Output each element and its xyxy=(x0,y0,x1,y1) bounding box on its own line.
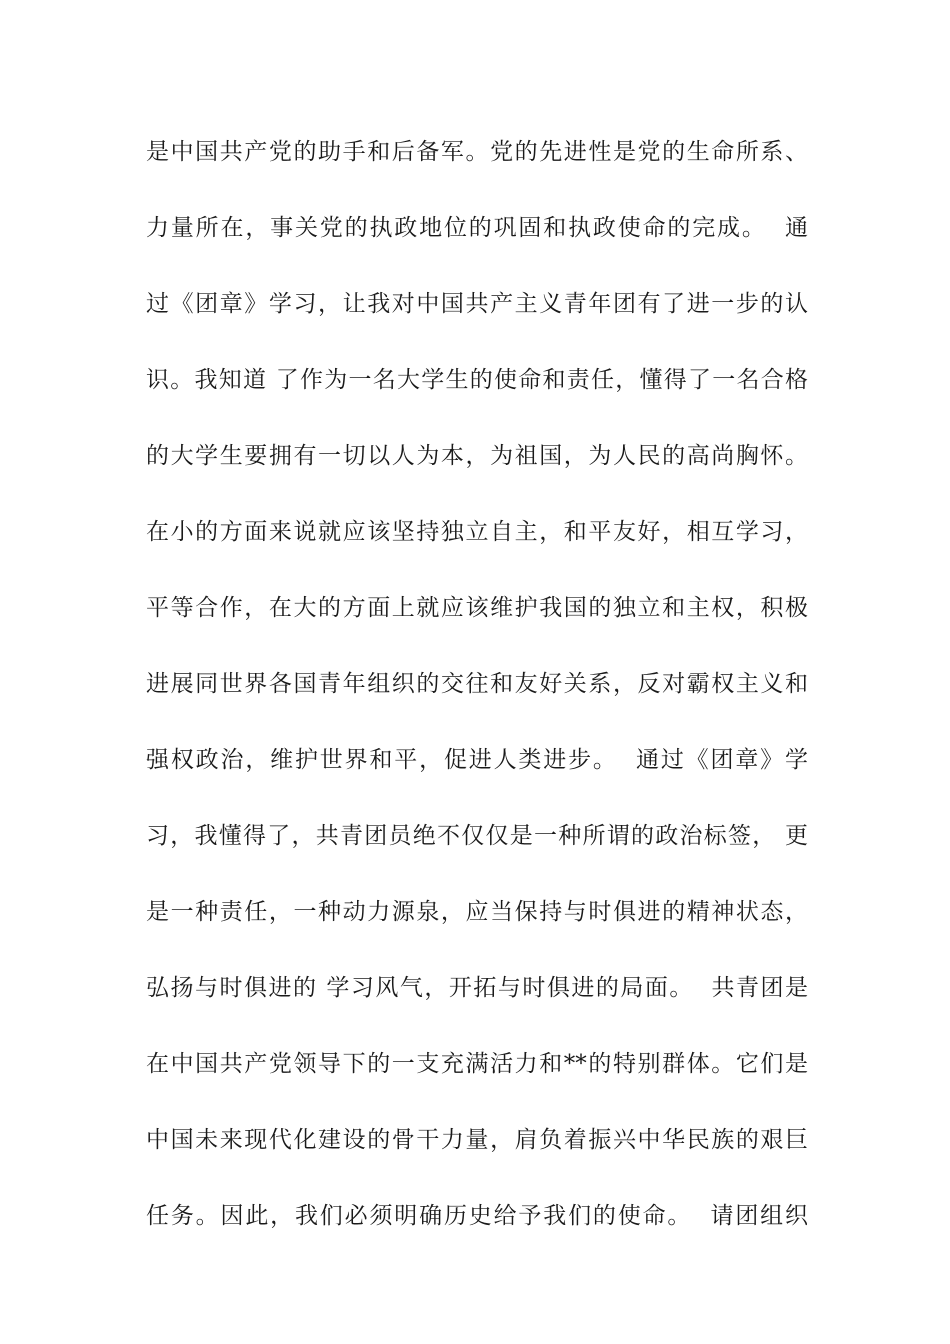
body-text xyxy=(146,124,808,1264)
text-line: 是中国共产党的助手和后备军。党的先进性是党的生命所系、 xyxy=(146,139,808,165)
text-line: 过《团章》学习，让我对中国共产主义青年团有了进一步的认 xyxy=(146,291,808,317)
text-line: 任务。因此，我们必须明确历史给予我们的使命。 请团组织 xyxy=(146,1203,808,1229)
text-line: 是一种责任，一种动力源泉，应当保持与时俱进的精神状态， xyxy=(146,899,808,925)
text-line: 的大学生要拥有一切以人为本，为祖国，为人民的高尚胸怀。 xyxy=(146,443,808,469)
text-line: 力量所在，事关党的执政地位的巩固和执政使命的完成。 通 xyxy=(146,215,808,241)
text-line: 识。我知道 了作为一名大学生的使命和责任，懂得了一名合格 xyxy=(146,367,808,393)
text-line: 弘扬与时俱进的 学习风气，开拓与时俱进的局面。 共青团是 xyxy=(146,975,808,1001)
text-line: 习，我懂得了，共青团员绝不仅仅是一种所谓的政治标签， 更 xyxy=(146,823,808,849)
text-line: 中国未来现代化建设的骨干力量，肩负着振兴中华民族的艰巨 xyxy=(146,1127,808,1153)
text-line: 在小的方面来说就应该坚持独立自主，和平友好，相互学习， xyxy=(146,519,808,545)
text-line: 进展同世界各国青年组织的交往和友好关系，反对霸权主义和 xyxy=(146,671,808,697)
text-line: 在中国共产党领导下的一支充满活力和**的特别群体。它们是 xyxy=(146,1051,808,1077)
text-line: 强权政治，维护世界和平，促进人类进步。 通过《团章》学 xyxy=(146,747,808,773)
text-line: 平等合作，在大的方面上就应该维护我国的独立和主权，积极 xyxy=(146,595,808,621)
